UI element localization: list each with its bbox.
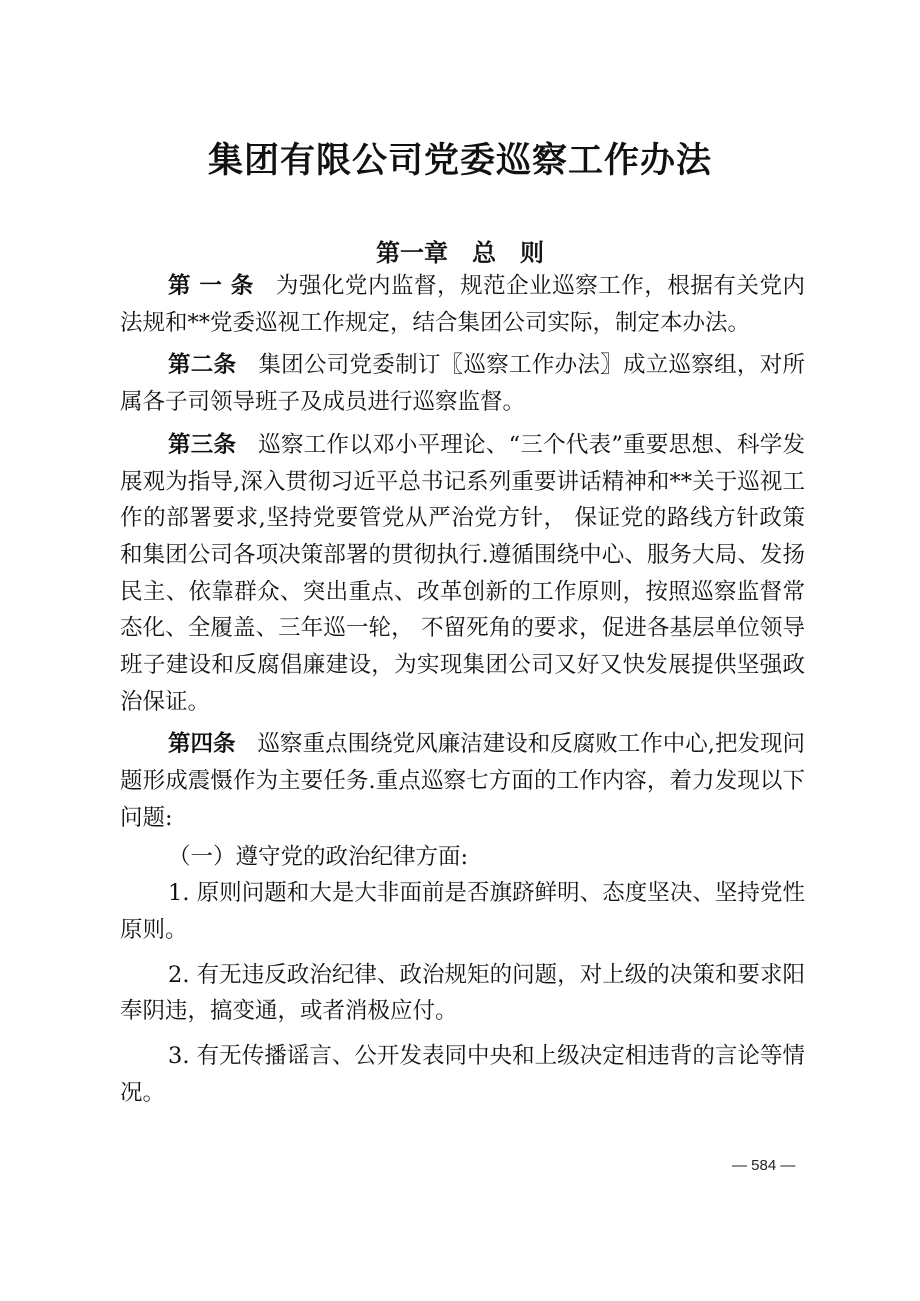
article-text: 巡察重点围绕党风廉洁建设和反腐败工作中心,把发现问题形成震慑作为主要任务.重点巡察七方面的工作内容，着力发现以下问题: bbox=[120, 731, 805, 831]
article-2 bbox=[120, 347, 805, 420]
page-number: — 584 — bbox=[732, 1157, 796, 1174]
article-label: 第二条 bbox=[168, 352, 237, 379]
article-text: 集团公司党委制订〖巡察工作办法〗成立巡察组，对所属各子司领导班子及成员进行巡察监督。 bbox=[120, 352, 805, 416]
article-text: 为强化党内监督，规范企业巡察工作，根据有关党内法规和**党委巡视工作规定，结合集团公司实际，制定本办法。 bbox=[120, 273, 805, 336]
article-3 bbox=[120, 427, 805, 721]
section-heading: （一）遵守党的政治纪律方面: bbox=[168, 843, 469, 870]
article-1 bbox=[120, 268, 805, 341]
article-text: 巡察工作以邓小平理论、“三个代表”重要思想、科学发展观为指导,深入贯彻习近平总书记系列重要讲话精神和**关于巡视工作的部署要求,坚持党要管党从严治党方针， 保证党的路线方针政策和集团公司各项决策部署的贯彻执行.遵循围绕中心、服务大局、发扬民主、依靠群众、突出重点、改革创新的工作原则，按照巡察监督常态化、全履盖、三年巡一轮， 不留死角的要求，促进各基层单位领导班子建设和反腐倡廉建设，为实现集团公司又好又快发展提供坚强政治保证。 bbox=[120, 431, 805, 715]
article-4 bbox=[120, 726, 805, 836]
document-body bbox=[120, 268, 805, 1111]
article-label: 第三条 bbox=[168, 431, 237, 458]
list-item: 2. 有无违反政治纪律、政治规矩的问题，对上级的决策和要求阳奉阴违，搞变通，或者消极应付。 bbox=[120, 961, 805, 1025]
article-label: 第四条 bbox=[168, 731, 236, 758]
document-title: 集团有限公司党委巡察工作办法 bbox=[207, 141, 712, 181]
article-label: 第 一 条 bbox=[168, 273, 254, 299]
list-item: 1. 原则问题和大是大非面前是否旗跻鲜明、态度坚决、坚持党性原则。 bbox=[120, 880, 805, 943]
list-item: 3. 有无传播谣言、公开发表同中央和上级决定相违背的言论等情况。 bbox=[120, 1043, 805, 1106]
chapter-heading: 第一章 总 则 bbox=[376, 239, 544, 267]
